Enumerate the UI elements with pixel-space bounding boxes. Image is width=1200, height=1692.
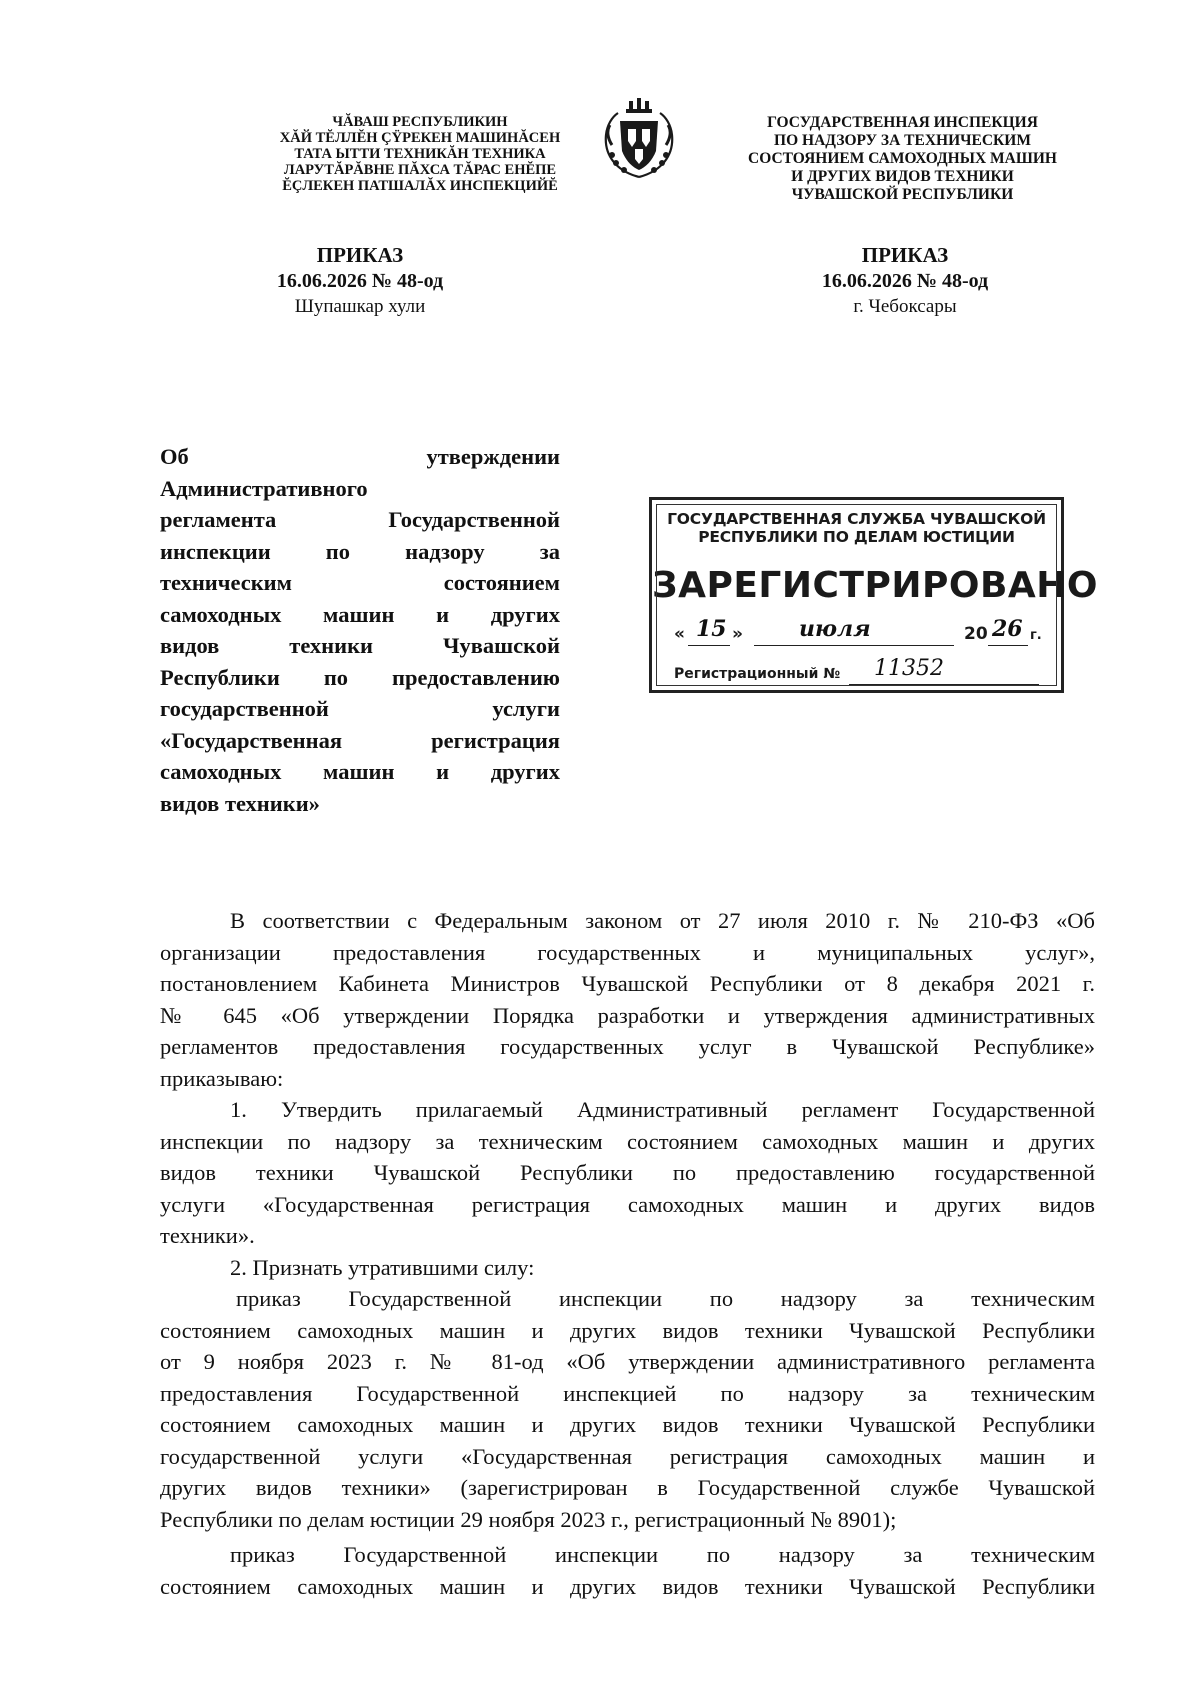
- header-russian-line: ЧУВАШСКОЙ РЕСПУБЛИКИ: [791, 186, 1014, 203]
- stamp-year-underline: [988, 645, 1028, 646]
- header-chuvash: [245, 114, 595, 194]
- subject-line: видов техники Чувашской: [160, 633, 560, 658]
- body-line: 1. Утвердить прилагаемый Административный регламент Государственной: [230, 1097, 1095, 1122]
- body-line: предоставления Государственной инспекцией по надзору за техническим: [160, 1380, 1095, 1406]
- subject-line: Об утверждении: [160, 444, 560, 469]
- stamp-quote-close: »: [732, 624, 743, 644]
- subject-line: Республики по предоставлению: [160, 664, 560, 690]
- subject-line: самоходных машин и других: [160, 759, 560, 784]
- stamp-reg-label: Регистрационный №: [674, 666, 841, 682]
- header-chuvash-line: ХĂЙ ТĔЛЛĔН ÇŸРЕКЕН МАШИНĂСЕН: [279, 130, 561, 146]
- stamp-reg-number-handwritten: 11352: [874, 656, 944, 681]
- body-line: государственной услуги «Государственная регистрация самоходных машин и: [160, 1443, 1095, 1469]
- stamp-org-line: ГОСУДАРСТВЕННАЯ СЛУЖБА ЧУВАШСКОЙ: [667, 510, 1046, 528]
- body-line: состоянием самоходных машин и других видов техники Чувашской Республики: [160, 1412, 1095, 1437]
- body-line: организации предоставления государственных и муниципальных услуг»,: [160, 939, 1095, 965]
- subject-line: самоходных машин и других: [160, 601, 560, 627]
- stamp-year-prefix: 20: [964, 624, 988, 644]
- order-number: 16.06.2026 № 48-од: [276, 270, 444, 292]
- header-russian: [715, 114, 1090, 204]
- stamp-date-line: [674, 616, 1054, 648]
- subject-line: техническим состоянием: [160, 570, 560, 595]
- header-russian-line: ПО НАДЗОРУ ЗА ТЕХНИЧЕСКИМ: [774, 132, 1031, 149]
- header-russian-line: СОСТОЯНИЕМ САМОХОДНЫХ МАШИН: [748, 150, 1057, 167]
- stamp-reg-underline: [849, 684, 1039, 685]
- body-line: техники».: [160, 1223, 255, 1248]
- order-block-russian: [780, 242, 1030, 320]
- body-line: 2. Признать утратившими силу:: [230, 1254, 535, 1280]
- header-chuvash-line: ЧĂВАШ РЕСПУБЛИКИН: [332, 114, 508, 130]
- subject-line: регламента Государственной: [160, 507, 560, 532]
- header-chuvash-line: ТАТА ЫТТИ ТЕХНИКĂН ТЕХНИКА: [294, 146, 546, 162]
- body-line: от 9 ноября 2023 г. № 81-од «Об утверждении административного регламента: [160, 1349, 1095, 1374]
- body-line: видов техники Чувашской Республики по предоставлению государственной: [160, 1160, 1095, 1185]
- header-chuvash-line: ĔÇЛЕКЕН ПАТШАЛĂХ ИНСПЕКЦИЙĔ: [282, 178, 558, 194]
- body-line: регламентов предоставления государственных услуг в Чувашской Республике»: [160, 1034, 1095, 1059]
- body-line: состоянием самоходных машин и других видов техники Чувашской Республики: [160, 1317, 1095, 1343]
- stamp-status: ЗАРЕГИСТРИРОВАНО: [652, 565, 1098, 606]
- body-line: постановлением Кабинета Министров Чувашской Республики от 8 декабря 2021 г.: [160, 971, 1095, 996]
- body-line: других видов техники» (зарегистрирован в Государственной службе Чувашской: [160, 1475, 1095, 1500]
- body-line: состоянием самоходных машин и других видов техники Чувашской Республики: [160, 1573, 1095, 1599]
- body-line: услуги «Государственная регистрация самоходных машин и других видов: [160, 1191, 1095, 1217]
- stamp-year-suffix: г.: [1030, 628, 1042, 643]
- order-number: 16.06.2026 № 48-од: [821, 270, 989, 292]
- body-line: В соответствии с Федеральным законом от 27 июля 2010 г. № 210-ФЗ «Об: [230, 908, 1095, 933]
- stamp-year-handwritten: 26: [992, 616, 1023, 642]
- header-russian-line: И ДРУГИХ ВИДОВ ТЕХНИКИ: [791, 168, 1014, 185]
- subject-line: инспекции по надзору за: [160, 538, 560, 564]
- stamp-day-underline: [688, 645, 730, 646]
- stamp-reg-line: [674, 656, 1054, 686]
- stamp-org-line: РЕСПУБЛИКИ ПО ДЕЛАМ ЮСТИЦИИ: [698, 528, 1015, 546]
- body-line: инспекции по надзору за техническим состоянием самоходных машин и других: [160, 1128, 1095, 1154]
- order-title: ПРИКАЗ: [861, 243, 949, 267]
- stamp-day-handwritten: 15: [696, 616, 727, 642]
- body-line: приказ Государственной инспекции по надзору за техническим: [230, 1542, 1095, 1567]
- order-body: [160, 905, 1095, 1602]
- body-line: приказываю:: [160, 1065, 284, 1091]
- body-line: № 645 «Об утверждении Порядка разработки и утверждения административных: [160, 1002, 1095, 1028]
- order-subject: [160, 441, 560, 819]
- order-place: Шупашкар хули: [294, 296, 426, 317]
- stamp-month-underline: [754, 645, 954, 646]
- body-line: Республики по делам юстиции 29 ноября 2023 г., регистрационный № 8901);: [160, 1506, 897, 1532]
- order-title: ПРИКАЗ: [316, 243, 404, 267]
- subject-line: государственной услуги: [160, 696, 560, 721]
- chuvash-emblem-icon: [594, 95, 684, 183]
- order-place: г. Чебоксары: [853, 296, 957, 317]
- subject-line: «Государственная регистрация: [160, 727, 560, 753]
- order-block-chuvash: [245, 242, 475, 320]
- subject-line: Административного: [160, 475, 368, 501]
- body-line: приказ Государственной инспекции по надзору за техническим: [236, 1286, 1095, 1311]
- stamp-quote-open: «: [674, 624, 685, 644]
- stamp-month-handwritten: июля: [799, 616, 871, 642]
- header-chuvash-line: ЛАРУТĂРĂВНЕ ПĂХСА ТĂРАС ЕНĔПЕ: [283, 162, 557, 178]
- registration-stamp: [649, 497, 1098, 693]
- subject-line: видов техники»: [160, 790, 320, 816]
- header-russian-line: ГОСУДАРСТВЕННАЯ ИНСПЕКЦИЯ: [767, 114, 1038, 131]
